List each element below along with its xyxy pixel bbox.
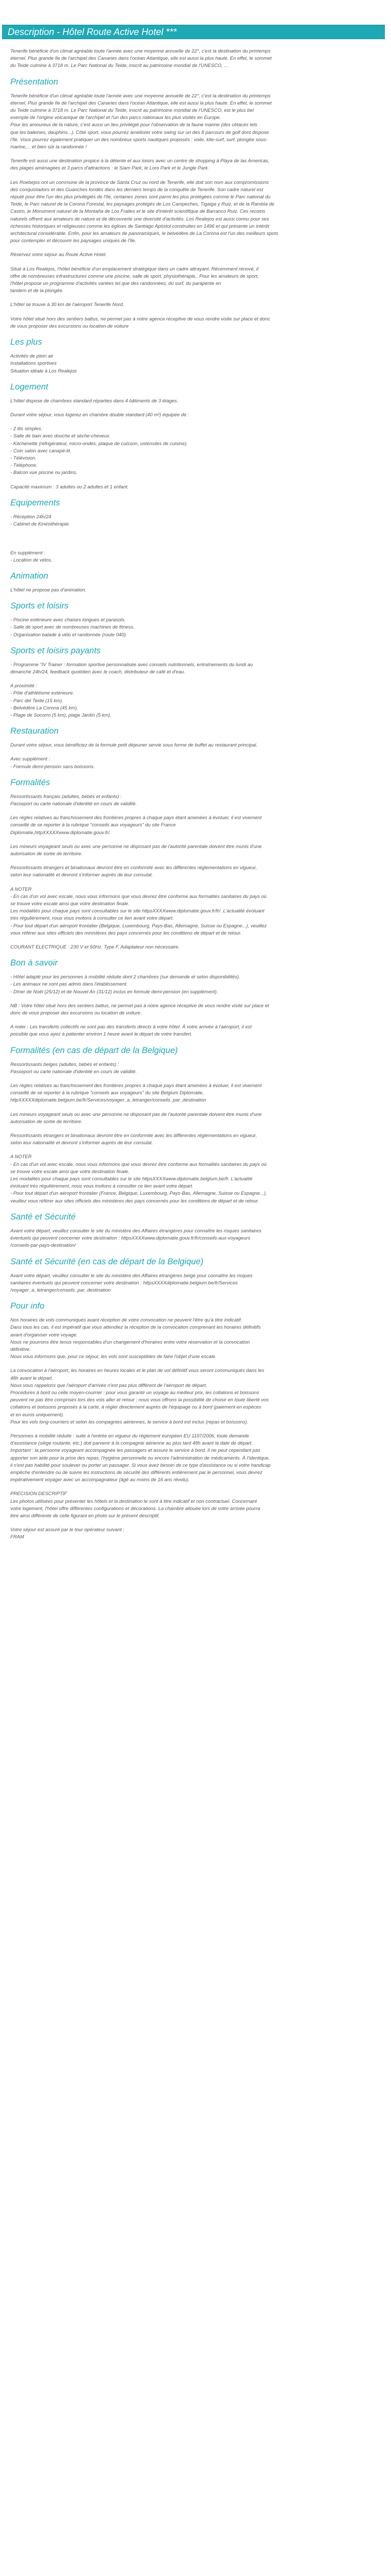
- text-line: de vous proposer des excursions ou location de voiture: [10, 323, 129, 329]
- text-line: Castro, le Monument naturel de la Montaña de Los Frailes et le site d'intérêt scientifique de Barranco Ruiz. Ces recoins: [10, 208, 266, 214]
- text-line: PRECISION DESCRIPTIF: [10, 1490, 67, 1497]
- paragraph: [10, 755, 382, 770]
- text-line: il n'est pas habilité pour soulever ou porter un passager. Si vous avez besoin de ce type d'assistance ou si votre handicap: [10, 1462, 271, 1468]
- text-line: se trouve votre escale ainsi que votre destination finale.: [10, 901, 129, 906]
- text-line: - Organisation balade à vélo et randonnée (route 040).: [10, 631, 127, 637]
- text-line: Capacité maximum : 3 adultes ou 2 adultes et 1 enfant.: [10, 483, 129, 489]
- text-line: - Balcon vue piscine ou jardins.: [10, 469, 77, 476]
- text-line: A NOTER: [10, 886, 32, 892]
- text-line: vous référer aux sites officiels des ministères des pays concernés pour les conditions de départ et de retour.: [10, 929, 242, 936]
- paragraph: [10, 92, 382, 151]
- paragraph: [10, 1023, 382, 1038]
- text-line: - Réception 24h/24: [10, 513, 52, 519]
- text-line: Dans tous les cas, il est impératif que vous attendiez la réception de la convocation comprenant les horaires définitifs: [10, 1324, 261, 1330]
- text-line: conseillé de se reporter à la rubrique "conseils aux voyageurs" du site Belgium Diplomatie,: [10, 1090, 204, 1096]
- text-line: empêche d'entendre ou de suivre les instructions de sécurité des différents entièrement par le personnel, vous devrez: [10, 1469, 263, 1475]
- text-line: architectural considérable. Enfin, pour les amateurs de panoramiques, le belvédère de La Corona est l'un des meilleurs spots: [10, 230, 279, 236]
- text-line: Les Roebejos ont un commune de la province de Santa Cruz ou nord de Tenerife, elle doit son nom aux compromissions: [10, 179, 269, 185]
- text-line: être ainsi différente de celle figurant en photo sur le présent descriptif.: [10, 1512, 160, 1518]
- text-line: très régulièrement, nous vous invitons à consulter ce lien avant votre départ.: [10, 915, 174, 921]
- text-line: autorisation de sortie de territoire.: [10, 850, 83, 856]
- text-line: - Télévision.: [10, 454, 37, 461]
- text-line: Tenerife bénéficie d'un climat agréable toute l'année avec une moyenne annuelle de 22°, c'est la destination du printemps: [10, 92, 271, 98]
- text-line: réputé pour être l'un des plus privilégiés de l'île, certaines zones sont parmi les plus protégées comme le Parc national du: [10, 194, 271, 200]
- text-line: Activités de plein air: [10, 353, 54, 359]
- text-line: Durant votre séjour, vous bénéficiez de la formule petit déjeuner servie sous forme de buffet au restaurant principal.: [10, 742, 257, 748]
- text-line: 48h avant le départ.: [10, 1375, 53, 1381]
- text-line: Passeport ou carte nationale d'identité en cours de validité.: [10, 800, 137, 806]
- section-heading: Bon à savoir: [10, 958, 58, 968]
- paragraph: [10, 943, 382, 951]
- text-line: A noter : Les transferts collectifs ne sont pas des transferts directs à votre hôtel. À votre arrivée à l'aéroport, il est: [10, 1024, 252, 1030]
- text-line: Nous vous rappelons que l'aéroport d'arrivée n'est pas plus différent de l'aéroport de départ.: [10, 1382, 207, 1388]
- text-line: - Les animaux ne sont pas admis dans l'établissement.: [10, 981, 128, 987]
- paragraph: [10, 1132, 382, 1146]
- text-line: selon leur nationalité et devront s'informer auprès de leur consulat.: [10, 1140, 153, 1146]
- text-line: - En cas d'un vol avec escale, nous vous informons que vous devrez être conforme aux formalités sanitaires du pays où: [10, 1161, 267, 1167]
- text-line: Avec supplément :: [10, 756, 50, 762]
- paragraph: [10, 864, 382, 878]
- text-line: - Salle de sport avec de nombreuses machines de fitness.: [10, 624, 135, 630]
- section-heading: Logement: [10, 382, 48, 392]
- text-line: FRAM: [10, 1534, 24, 1540]
- text-line: Situation idéale à Los Realejos: [10, 367, 77, 374]
- paragraph: [10, 1367, 382, 1426]
- paragraph: [10, 534, 382, 564]
- text-line: peuvent ne pas être comprises lors des vols aller et retour ; nous vous offrons la possibilité de choisir en toute liberté vos: [10, 1397, 269, 1403]
- text-line: Les mineurs voyageant seuls ou avec une personne ne disposant pas de l'autorité parentale doivent être munis d'une: [10, 1111, 262, 1117]
- text-line: - Salle de bain avec douche et sèche-cheveux.: [10, 433, 111, 439]
- section: [10, 646, 382, 719]
- text-line: - Piscine extérieure avec chaises longues et parasols.: [10, 617, 126, 623]
- section-heading: Formalités (en cas de départ de la Belgique): [10, 1045, 178, 1055]
- text-line: Situé à Los Realejos, l'hôtel bénéficie d'un emplacement stratégique dans un cadre attrayant. Récemment rénové, il: [10, 265, 258, 272]
- text-line: - Kitchenette (réfrigérateur, micro-ondes, plaque de cuisson, ustensiles de cuisine).: [10, 440, 188, 446]
- text-line: possible que vous ayez à patienter environ 1 heure avant le départ de votre transfert.: [10, 1031, 192, 1037]
- paragraph: [10, 411, 382, 418]
- text-line: - Plage de Socorro (5 km), plage Jardín (5 km).: [10, 711, 111, 718]
- section: [10, 382, 382, 490]
- text-line: éternel. Plus grande île de l'archipel des Canaries dans l'océan Atlantique, elle est aussi la plus haute. En effet, le sommet: [10, 99, 272, 106]
- text-line: - Hôtel adapté pour les personnes à mobilité réduite dont 2 chambres (sur demande et selon disponibilités).: [10, 974, 240, 980]
- section-heading: Les plus: [10, 337, 42, 347]
- paragraph: [10, 1061, 382, 1075]
- text-line: - Téléphone.: [10, 462, 38, 468]
- text-line: Nous ne pourrons être tenus responsables d'un changement d'horaires entre votre réservation et la convocation: [10, 1338, 250, 1345]
- paragraph: [10, 793, 382, 807]
- paragraph: [10, 265, 382, 295]
- text-line: sanitaires éventuels qui peuvent concerner votre destination : httpsXXXXdiplomatie.belgium.be/fr/Services: [10, 1279, 238, 1285]
- text-line: offre de nombreuses infrastructures comme une piscine, salle de sport, physiothérapie,. Pour les amateurs de sport,: [10, 273, 259, 279]
- section: [10, 571, 382, 594]
- paragraph: [10, 425, 382, 476]
- text-line: tandem et de la plongée.: [10, 287, 64, 294]
- paragraph: [10, 616, 382, 638]
- text-line: - 2 lits simples.: [10, 426, 42, 432]
- text-line: Teide, le Parc naturel de la Corona Forestal, les paysages protégés de Los Campeches, Tigaiga y Ruiz, et de la Rambla de: [10, 201, 274, 207]
- paragraph: [10, 1082, 382, 1104]
- text-line: conseillé de se reporter à la rubrique "conseils aux voyageurs" du site France: [10, 822, 176, 828]
- text-line: Ressortissants étrangers et binationaux devront être en conformité avec les différentes réglementations en vigueur,: [10, 865, 257, 871]
- text-line: Durant votre séjour, vous logerez en chambre double standard (40 m²) équipée de :: [10, 411, 189, 417]
- text-line: L'hôtel dispose de chambres standard réparties dans 4 bâtiments de 3 étages.: [10, 397, 178, 403]
- section: [10, 1212, 382, 1249]
- text-line: naturels offrent aux amateurs de nature et de découverte une diversité d'activités. Los Realejos est aussi connu pour ses: [10, 215, 269, 222]
- text-line: l'île. Vous pourrez également pratiquer un des nombreux sports nautiques proposés : voile, kite-surf, surf, plongée sous-: [10, 136, 268, 142]
- section-heading: Formalités: [10, 777, 51, 787]
- text-line: - Formule demi-pension sans boissons.: [10, 763, 95, 769]
- text-line: définitive.: [10, 1346, 31, 1352]
- text-line: évoluant très régulièrement, nous vous invitons à consulter ce lien avant votre départ.: [10, 1183, 193, 1189]
- paragraph: [10, 397, 382, 404]
- text-line: se trouve votre escale ainsi que votre destination finale.: [10, 1168, 129, 1174]
- text-line: du Teide culmine à 3718 m. Le Parc National du Teide, inscrit au patrimoine mondial de l'UNESCO, ...: [10, 62, 229, 69]
- section: [10, 498, 382, 564]
- paragraph: [10, 973, 382, 995]
- text-line: - Location de vélos.: [10, 556, 53, 563]
- section: [10, 958, 382, 1038]
- text-line: éternel. Plus grande île de l'archipel des Canaries dans l'océan Atlantique, elle est aussi la plus haute. En effet, le sommet: [10, 55, 272, 61]
- text-line: des plages aménagées et 3 parcs d'attractions : le Siam Park, le Loro Park et le Jungle Park.: [10, 165, 209, 171]
- text-line: impérativement voyager avec un accompagnateur (âgé au moins de 16 ans révolu).: [10, 1477, 190, 1483]
- section-heading: Santé et Sécurité (en cas de départ de la Belgique): [10, 1257, 204, 1266]
- paragraph: [10, 1432, 382, 1483]
- text-line: Votre séjour est assuré par le tour opérateur suivant :: [10, 1527, 125, 1533]
- paragraph: [10, 1153, 382, 1204]
- text-line: /voyager_a_letranger/conseils_par_destination: [10, 1286, 111, 1293]
- text-line: - Pour tout départ d'un aéroport frontalier (France, Belgique, Luxembourg, Pays-Bas, Allemagne, Suisse ou Espagne...),: [10, 1190, 267, 1196]
- paragraph: [10, 661, 382, 675]
- text-line: Les mineurs voyageant seuls ou avec une personne ne disposant pas de l'autorité parentale doivent être munis d'une: [10, 843, 262, 849]
- section: [10, 1257, 382, 1294]
- text-line: Votre hôtel situé hors des sentiers battus, ne permet pas à notre agence réceptive de vous rendre visite sur place et donc: [10, 315, 270, 321]
- text-line: éventuels qui peuvent concerner votre destination : httpsXXXXwww.diplomatie.gouv.fr/fr/conseils-aux-voyageurs: [10, 1235, 251, 1241]
- paragraph: [10, 315, 382, 330]
- text-line: /conseils-par-pays-destination/: [10, 1242, 76, 1248]
- section-heading: Santé et Sécurité: [10, 1212, 76, 1222]
- text-line: avant d'organiser votre voyage.: [10, 1331, 78, 1337]
- paragraph: [10, 1526, 382, 1540]
- text-line: Nos horaires de vols communiqués avant réception de votre convocation ne peuvent l'être qu'à titre indicatif.: [10, 1317, 242, 1323]
- text-line: Les photos utilisées pour présenter les hôtels et la destination le sont à titre indicatif et non contractuel. Concernant: [10, 1498, 257, 1504]
- text-line: - Pour tout départ d'un aéroport frontalier (Belgique, Luxembourg, Pays-Bas, Allemagne, Suisse ou Espagne...), veuillez: [10, 922, 267, 928]
- text-line: En supplément :: [10, 549, 45, 555]
- section: [10, 1045, 382, 1205]
- paragraph: [10, 1272, 382, 1294]
- text-line: richesses historiques et religieuses comme les églises de Santiago Apóstol construites en 1496 et qui présente un intérêt: [10, 223, 270, 229]
- paragraph: [10, 1002, 382, 1016]
- section: [10, 77, 382, 330]
- text-line: A NOTER: [10, 1154, 32, 1160]
- section-heading: Equipements: [10, 498, 60, 507]
- paragraph: [10, 251, 382, 258]
- paragraph: [10, 741, 382, 749]
- section: [10, 1301, 382, 1540]
- text-line: Ressortissants belges (adultes, bébés et enfants) :: [10, 1061, 119, 1067]
- text-line: veuillez vous référer aux sites officiels des ministères des pays concernés pour les conditions de départ et de retour.: [10, 1197, 259, 1204]
- section-heading: Sports et loisirs payants: [10, 646, 101, 655]
- paragraph: [10, 179, 382, 245]
- text-line: selon leur nationalité et devront s'informer auprès de leur consulat.: [10, 872, 153, 878]
- text-line: Passeport ou carte nationale d'identité en cours de validité.: [10, 1068, 137, 1074]
- blank-line: [10, 541, 382, 549]
- text-line: Installations sportives: [10, 360, 57, 366]
- paragraph: [10, 1111, 382, 1125]
- text-line: Les modalités pour chaque pays sont consultables sur le site httpsXXXXwww.diplomatie.belgium.be/fr. L'actualité: [10, 1176, 253, 1182]
- blank-line: [10, 534, 382, 541]
- text-line: Tenerife bénéficie d'un climat agréable toute l'année avec une moyenne annuelle de 22°, c'est la destination du printemps: [10, 48, 271, 54]
- text-line: votre logement, l'hôtel offre différentes configurations et décorations. La chambre allouée lors de votre arrivée pourra: [10, 1505, 260, 1511]
- section-heading: Restauration: [10, 726, 59, 736]
- paragraph: [10, 843, 382, 857]
- paragraph: [10, 1490, 382, 1519]
- text-line: d'assistance (siège roulante, etc.) doit parvenir à la compagnie aérienne au plus tard 48h avant la date de départ.: [10, 1440, 253, 1446]
- description-title-bar: [2, 25, 385, 39]
- text-line: Les règles relatives au franchissement des frontières propres à chaque pays étant amenées à évoluer, il est vivement: [10, 815, 262, 821]
- section-heading: Pour info: [10, 1301, 45, 1311]
- text-line: httpXXXXXdiplomatie.belgium.be/fr/Services/voyager_a_letranger/conseils_par_destination: [10, 1097, 206, 1103]
- paragraph: [10, 513, 382, 528]
- paragraph: [10, 1316, 382, 1360]
- text-line: collations et boissons proposés à la carte, à régler directement auprès de l'équipage ou à bord (paiement en espèces: [10, 1404, 262, 1410]
- text-line: Avant votre départ, veuillez consulter le site du ministère des Affaires étrangères pour connaître les risques sanitaires: [10, 1227, 262, 1233]
- text-line: Les règles relatives au franchissement des frontières propres à chaque pays étant amenées à évoluer, il est vivement: [10, 1082, 262, 1089]
- paragraph: [10, 682, 382, 719]
- paragraph: [10, 301, 382, 308]
- text-line: que les baleines, dauphins...). Côté sport, vous pourrez améliorer votre swing sur un des 8 parcours de golf dont dispose: [10, 129, 269, 135]
- section: [10, 601, 382, 638]
- text-line: donc de vous proposer des excursions ou location de voiture.: [10, 1010, 142, 1016]
- paragraph: [10, 1227, 382, 1249]
- section-heading: Animation: [10, 571, 48, 581]
- paragraph: [10, 483, 382, 490]
- section-heading: Sports et loisirs: [10, 601, 69, 611]
- text-line: Nous vous informons que, pour ce séjour, les vols sont susceptibles de faire l'objet d'une escale.: [10, 1353, 217, 1360]
- section: [10, 47, 382, 70]
- text-line: - Pôle d'athlétisme extérieure.: [10, 690, 74, 696]
- text-line: Diplomatie,httpXXXXXwww.diplomatie.gouv.fr/.: [10, 829, 111, 835]
- section: [10, 777, 382, 951]
- text-line: Tenerife est aussi une destination propice à la détente et aux loisirs avec un centre de shopping à Playa de las Americas,: [10, 158, 270, 164]
- text-line: dimanche 24h/24, feedback quotidien avec le coach, distributeur de café et d'eau.: [10, 668, 185, 674]
- paragraph: [10, 352, 382, 375]
- text-line: - Programme "IV Trainer : formation sportive personnalisée avec conseils nutritionnels, entraînements du lundi au: [10, 661, 253, 667]
- paragraph: [10, 586, 382, 594]
- section: [10, 337, 382, 375]
- text-line: - Cabinet de Kinésithérapie.: [10, 520, 70, 527]
- section-heading: Présentation: [10, 77, 58, 87]
- text-line: L'hôtel se trouve à 30 km de l'aéroport Tenerife Nord.: [10, 301, 124, 308]
- text-line: Ressortissants étrangers et binationaux devront être en conformité avec les différentes réglementations en vigueur,: [10, 1132, 257, 1139]
- text-line: Pour les vols long-courriers et selon les compagnies aériennes, le service à bord est inclus (repas et boissons).: [10, 1418, 249, 1425]
- page-title: Description - Hôtel Route Active Hotel ***: [8, 26, 177, 37]
- text-line: et en euros uniquement).: [10, 1411, 64, 1417]
- text-line: L'hôtel ne propose pas d'animation.: [10, 586, 87, 592]
- text-line: - Coin salon avec canapé-lit.: [10, 447, 72, 453]
- text-line: apporter son aide pour la prise des repas, l'hygiène personnelle ou encore l'administration de médicaments. À l'identique,: [10, 1454, 270, 1461]
- text-line: NB : Votre hôtel situé hors des sentiers battus, ne permet pas à notre agence réceptive de vous rendre visite sur place et: [10, 1002, 269, 1008]
- section: [10, 726, 382, 770]
- text-line: des conquistadors et des Guanches fondés dans les derniers temps de la conquête de Tenerife. Son cadre naturel est: [10, 186, 264, 192]
- text-line: Procédures à bord ou celle moyen-courrier : pour vous garantir un voyage au meilleur prix, les collations et boissons: [10, 1389, 259, 1395]
- text-line: - En cas d'un vol avec escale, nous vous informons que vous devrez être conforme aux formalités sanitaires du pays où: [10, 893, 267, 899]
- text-line: du Teide culmine à 3718 m. Le Parc National du Teide, inscrit au patrimoine mondial de l'UNESCO, est le plus bel: [10, 107, 254, 113]
- text-line: La convocation à l'aéroport, les horaires en heures locales et le plan de vol définitif vous seront communiqués dans les: [10, 1367, 265, 1374]
- text-line: - Belvédère La Corona (45 km).: [10, 704, 78, 710]
- paragraph: [10, 157, 382, 172]
- text-line: Personnes à mobilité réduite : suite à l'entrée en vigueur du règlement européen EU 1107/2006, toute demande: [10, 1432, 249, 1438]
- text-line: A proximité :: [10, 683, 37, 689]
- text-line: Ressortissants français (adultes, bébés et enfants) :: [10, 793, 122, 799]
- paragraph: [10, 47, 382, 70]
- text-line: Avant votre départ, veuillez consulter le site du ministère des Affaires étrangères belge pour connaître les risques: [10, 1272, 253, 1278]
- text-line: pour contempler et découvrir les paysages uniques de l'île.: [10, 238, 137, 244]
- text-line: - Parc del Teide (15 km).: [10, 697, 63, 703]
- paragraph: [10, 886, 382, 937]
- description-content: [10, 47, 382, 1548]
- text-line: COURANT ELECTRIQUE : 230 V et 50Hz. Type F. Adaptateur non nécessaire.: [10, 944, 180, 950]
- text-line: Important : la personne voyageant accompagnée les passagers et assure le service à bord. Il ne peut cependant pas: [10, 1447, 260, 1453]
- text-line: l'hôtel propose un programme d'activités variées tel que des randonnées, du surf, du parapente en: [10, 280, 221, 286]
- text-line: exemple de l'origine volcanique de l'archipel et l'un des parcs nationaux les plus visités en Europe.: [10, 114, 221, 121]
- paragraph: [10, 814, 382, 836]
- text-line: Réservez votre séjour au Route Active Hotel.: [10, 251, 107, 258]
- text-line: marine,... et bien sûr la randonnée !: [10, 144, 87, 150]
- text-line: Les modalités pour chaque pays sont consultables sur le site httpsXXXXwww.diplomatie.gouv.fr/fr/. L'actualité évoluant: [10, 908, 265, 914]
- text-line: autorisation de sortie de territoire.: [10, 1118, 83, 1124]
- text-line: Pour les amoureux de la nature, c'est aussi un lieu privilégié pour l'observation de la faune marine (des cétacés tels: [10, 122, 257, 128]
- text-line: - Dîner de Noël (25/12) et de Nouvel An (31/12) inclus en formule demi-pension (en supplément).: [10, 988, 218, 994]
